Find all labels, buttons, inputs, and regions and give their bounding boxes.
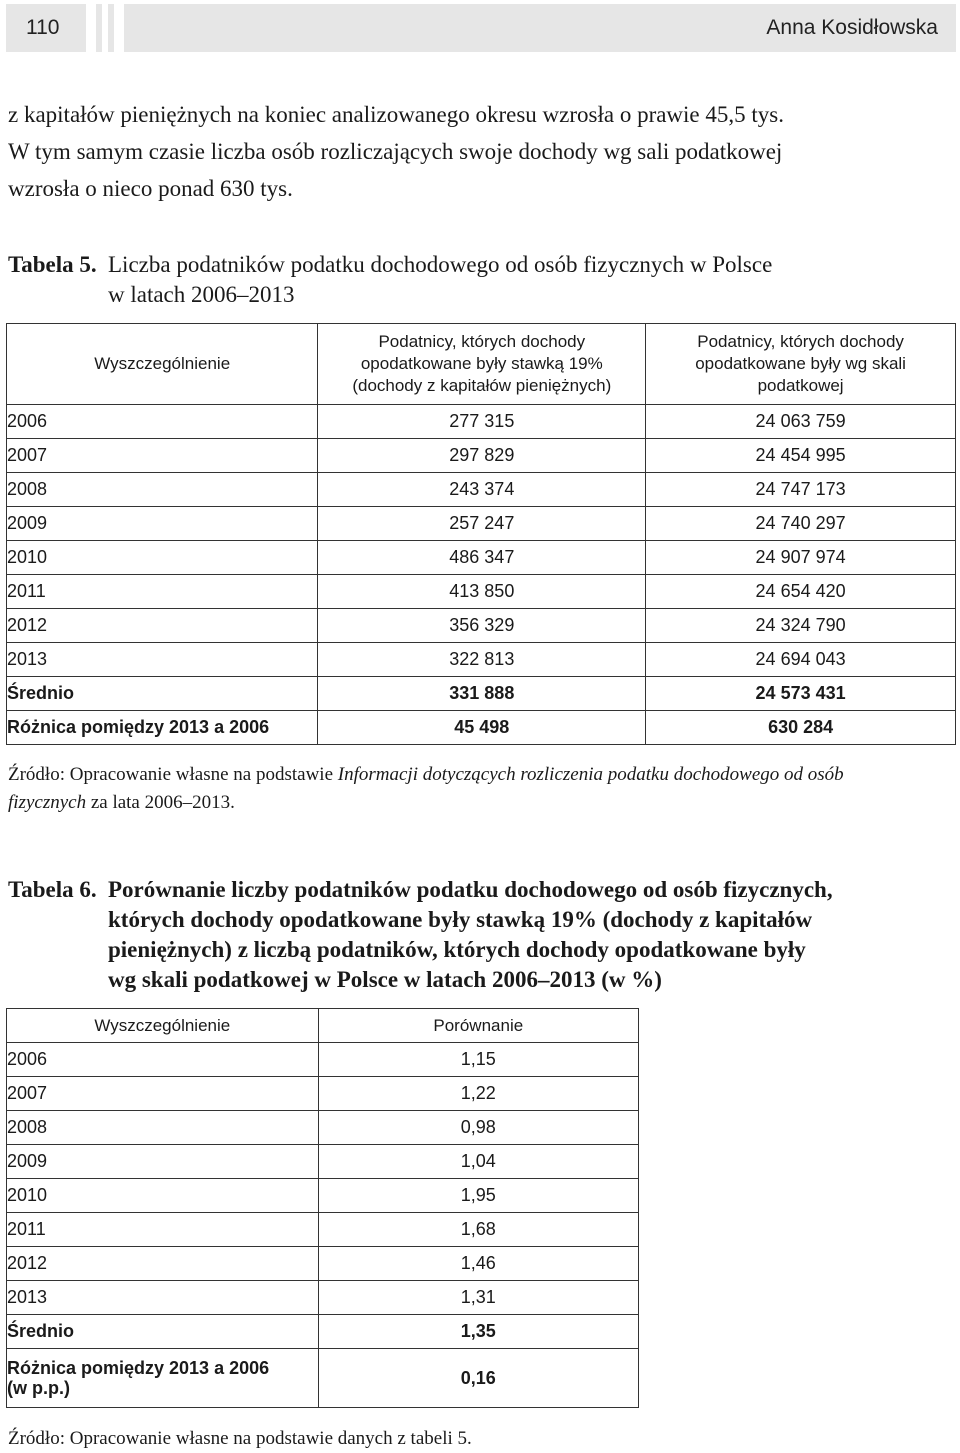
source-text: Źródło: Opracowanie własne na podstawie [8, 764, 338, 785]
paragraph-line: z kapitałów pieniężnych na koniec analizowanego okresu wzrosła o prawie 45,5 tys. [8, 102, 784, 127]
row-label: 2011 [7, 575, 318, 609]
cell-capital: 243 374 [318, 473, 646, 507]
table-row [7, 1145, 639, 1179]
cell-capital: 45 498 [318, 711, 646, 745]
table-row-difference [7, 1349, 639, 1408]
column-header: Porównanie [318, 1009, 638, 1043]
column-header [646, 324, 956, 405]
cell-capital: 356 329 [318, 609, 646, 643]
table-row [7, 473, 956, 507]
cell-capital: 277 315 [318, 405, 646, 439]
table-row [7, 1213, 639, 1247]
row-label: 2013 [7, 643, 318, 677]
header-divider [96, 4, 102, 52]
row-label: 2008 [7, 473, 318, 507]
row-label: 2010 [7, 541, 318, 575]
cell-scale: 24 324 790 [646, 609, 956, 643]
column-header-text: Podatnicy, których dochody opodatkowane były wg skali podatkowej [695, 332, 906, 395]
table-row [7, 609, 956, 643]
intro-paragraph [8, 96, 953, 207]
row-label: 2006 [7, 1043, 319, 1077]
table-row [7, 1043, 639, 1077]
table-row [7, 507, 956, 541]
table6-caption [8, 875, 953, 999]
cell-comparison: 0,98 [318, 1111, 638, 1145]
header-divider [108, 4, 114, 52]
table-row-average [7, 1315, 639, 1349]
source-title-italic: Informacji dotyczących rozliczenia podatku dochodowego od osób [337, 764, 844, 785]
row-label: 2007 [7, 439, 318, 473]
table-row [7, 439, 956, 473]
cell-scale: 24 654 420 [646, 575, 956, 609]
cell-scale: 24 740 297 [646, 507, 956, 541]
table-row [7, 541, 956, 575]
table-row [7, 1111, 639, 1145]
cell-scale: 24 063 759 [646, 405, 956, 439]
cell-scale: 24 573 431 [646, 677, 956, 711]
cell-scale: 24 907 974 [646, 541, 956, 575]
cell-comparison: 1,46 [318, 1247, 638, 1281]
table6-title-line: pieniężnych) z liczbą podatników, których dochody opodatkowane były [108, 937, 806, 962]
row-label: Różnica pomiędzy 2013 a 2006 [7, 711, 318, 745]
row-label: 2011 [7, 1213, 319, 1247]
cell-comparison: 0,16 [318, 1349, 638, 1408]
cell-capital: 322 813 [318, 643, 646, 677]
table5-label: Tabela 5. [8, 252, 97, 277]
row-label-line: (w p.p.) [7, 1378, 70, 1398]
column-header [318, 324, 646, 405]
row-label: 2010 [7, 1179, 319, 1213]
page-number: 110 [26, 16, 60, 39]
table6 [6, 1008, 639, 1408]
cell-capital: 486 347 [318, 541, 646, 575]
table6-title-line: wg skali podatkowej w Polsce w latach 2006–2013 (w %) [108, 967, 662, 992]
row-label: 2008 [7, 1111, 319, 1145]
cell-comparison: 1,95 [318, 1179, 638, 1213]
table5-title-line: Liczba podatników podatku dochodowego od osób fizycznych w Polsce [108, 252, 773, 277]
cell-scale: 630 284 [646, 711, 956, 745]
cell-comparison: 1,35 [318, 1315, 638, 1349]
table5-source [8, 761, 953, 817]
table-row [7, 1247, 639, 1281]
table-row-average [7, 677, 956, 711]
table-row [7, 1179, 639, 1213]
cell-comparison: 1,22 [318, 1077, 638, 1111]
row-label [7, 1349, 319, 1408]
row-label: 2012 [7, 609, 318, 643]
row-label: 2007 [7, 1077, 319, 1111]
table5-title-line: w latach 2006–2013 [108, 282, 295, 307]
running-head-author: Anna Kosidłowska [766, 16, 938, 39]
cell-scale: 24 747 173 [646, 473, 956, 507]
table-row-difference [7, 711, 956, 745]
source-title-italic: fizycznych [8, 792, 87, 813]
table5-caption [8, 250, 953, 314]
cell-comparison: 1,68 [318, 1213, 638, 1247]
column-header: Wyszczególnienie [7, 324, 318, 405]
row-label: 2009 [7, 1145, 319, 1179]
table-row [7, 1077, 639, 1111]
table-row [7, 643, 956, 677]
row-label: Średnio [7, 1315, 319, 1349]
table6-source: Źródło: Opracowanie własne na podstawie danych z tabeli 5. [8, 1428, 472, 1449]
table6-label: Tabela 6. [8, 877, 97, 902]
row-label: 2012 [7, 1247, 319, 1281]
cell-scale: 24 454 995 [646, 439, 956, 473]
source-text: za lata 2006–2013. [86, 792, 235, 813]
cell-comparison: 1,15 [318, 1043, 638, 1077]
cell-capital: 297 829 [318, 439, 646, 473]
page-header [0, 0, 960, 52]
table-header-row [7, 1009, 639, 1043]
cell-capital: 257 247 [318, 507, 646, 541]
cell-comparison: 1,31 [318, 1281, 638, 1315]
table-row [7, 1281, 639, 1315]
paragraph-line: wzrosła o nieco ponad 630 tys. [8, 176, 293, 201]
column-header: Wyszczególnienie [7, 1009, 319, 1043]
cell-capital: 413 850 [318, 575, 646, 609]
table-row [7, 405, 956, 439]
cell-comparison: 1,04 [318, 1145, 638, 1179]
table-row [7, 575, 956, 609]
cell-scale: 24 694 043 [646, 643, 956, 677]
row-label: 2013 [7, 1281, 319, 1315]
table6-title-line: Porównanie liczby podatników podatku dochodowego od osób fizycznych, [108, 877, 833, 902]
table5 [6, 323, 956, 745]
row-label-line: Różnica pomiędzy 2013 a 2006 [7, 1358, 270, 1378]
table6-title-line: których dochody opodatkowane były stawką 19% (dochody z kapitałów [108, 907, 813, 932]
row-label: 2009 [7, 507, 318, 541]
row-label: Średnio [7, 677, 318, 711]
paragraph-line: W tym samym czasie liczba osób rozliczających swoje dochody wg sali podatkowej [8, 139, 783, 164]
column-header-text: Podatnicy, których dochody opodatkowane były stawką 19% (dochody z kapitałów pieniężnych) [352, 332, 612, 395]
table-header-row [7, 324, 956, 405]
row-label: 2006 [7, 405, 318, 439]
cell-capital: 331 888 [318, 677, 646, 711]
